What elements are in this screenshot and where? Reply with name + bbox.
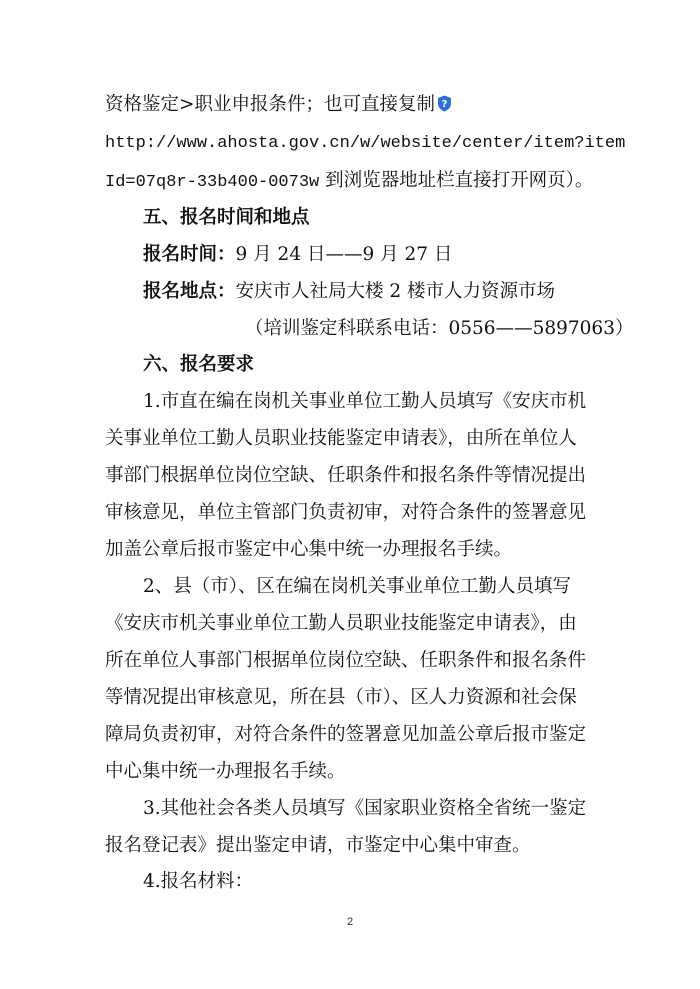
text-segment: 资格鉴定>职业申报条件；也可直接复制 [105,94,436,115]
text-line [143,242,452,268]
page-number: 2 [346,916,354,928]
field-label: 报名地点： [143,281,236,302]
text-line [105,168,593,196]
text-line: 关事业单位工勤人员职业技能鉴定申请表》，由所在单位人 [105,428,577,449]
contact-phone: （培训鉴定科联系电话：0556——5897063） [245,318,634,339]
field-value: 安庆市人社局大楼 2 楼市人力资源市场 [235,281,556,302]
url-line: http://www.ahosta.gov.cn/w/website/center/item?item [105,134,626,153]
text-line [143,279,555,305]
section-heading: 五、报名时间和地点 [143,207,310,228]
text-line: 障局负责初审，对符合条件的签署意见加盖公章后报市鉴定 [105,724,587,745]
text-line: 2、县（市）、区在编在岗机关事业单位工勤人员填写 [143,576,572,597]
url-segment: Id=07q8r-33b400-0073w [105,173,320,192]
text-line: 审核意见，单位主管部门负责初审，对符合条件的签署意见 [105,502,587,523]
text-line: 加盖公章后报市鉴定中心集中统一办理报名手续。 [105,539,513,560]
text-line: 1.市直在编在岗机关事业单位工勤人员填写《安庆市机 [143,391,587,412]
text-segment: 到浏览器地址栏直接打开网页）。 [325,170,594,191]
text-line: 事部门根据单位岗位空缺、任职条件和报名条件等情况提出 [105,465,587,486]
text-line: 3.其他社会各类人员填写《国家职业资格全省统一鉴定 [143,798,587,819]
section-heading: 六、报名要求 [143,354,255,375]
svg-text:?: ? [441,99,448,110]
text-line: 报名登记表》提出鉴定申请，市鉴定中心集中审查。 [105,835,531,856]
text-line: 《安庆市机关事业单位工勤人员职业技能鉴定申请表》，由 [105,613,577,634]
text-line [105,92,452,120]
field-value: 9 月 24 日——9 月 27 日 [235,244,453,265]
shield-question-icon [437,94,452,120]
text-line: 4.报名材料： [143,871,254,892]
text-line: 所在单位人事部门根据单位岗位空缺、任职条件和报名条件 [105,650,587,671]
field-label: 报名时间： [143,244,236,265]
text-line: 中心集中统一办理报名手续。 [105,761,346,782]
text-line: 等情况提出审核意见，所在县（市）、区人力资源和社会保 [105,687,577,708]
